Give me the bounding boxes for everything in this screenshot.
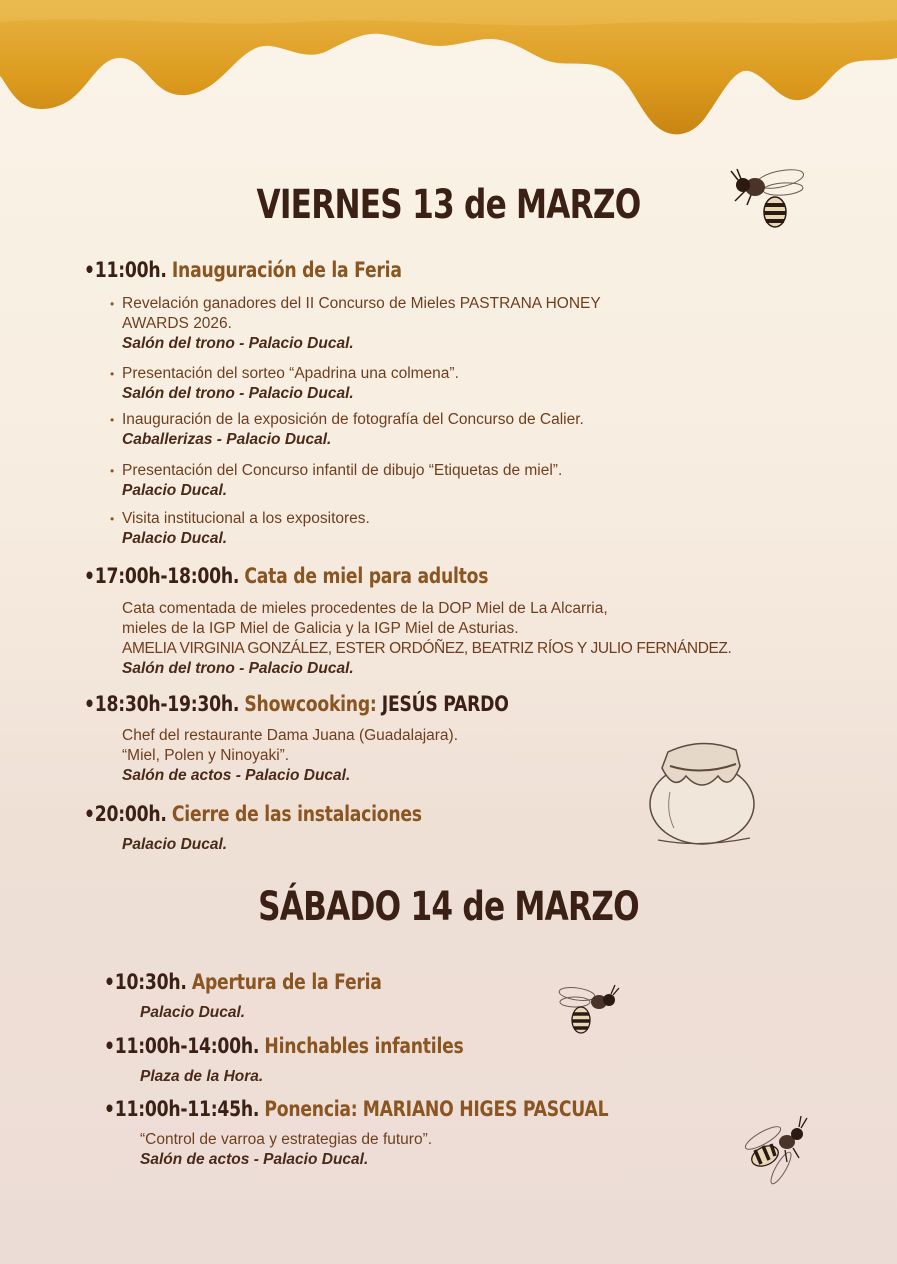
event-item — [122, 294, 601, 354]
event-guest-name: MARIANO HIGES PASCUAL — [362, 1097, 609, 1121]
event-description — [122, 726, 458, 786]
event-location: Palacio Ducal. — [122, 836, 228, 853]
honey-drip-decoration — [0, 0, 897, 145]
event-heading — [104, 1034, 464, 1058]
event-location: Salón de actos - Palacio Ducal. — [140, 1151, 369, 1168]
event-title: Showcooking: — [244, 692, 377, 716]
day-title-friday: VIERNES 13 de MARZO — [256, 182, 641, 228]
event-time: •20:00h. — [84, 802, 167, 826]
item-text: Chef del restaurante Dama Juana (Guadalajara). — [122, 727, 459, 744]
event-time: •11:00h-11:45h. — [104, 1097, 260, 1121]
event-title: Ponencia: — [264, 1097, 358, 1121]
item-text: AMELIA VIRGINIA GONZÁLEZ, ESTER ORDÓÑEZ, BEATRIZ RÍOS Y JULIO FERNÁNDEZ. — [122, 640, 732, 657]
event-description — [122, 835, 227, 855]
event-description — [140, 1130, 432, 1170]
event-item — [122, 461, 562, 501]
item-text: Revelación ganadores del II Concurso de Mieles PASTRANA HONEY — [122, 295, 601, 312]
event-description — [140, 1003, 245, 1023]
event-description — [140, 1067, 263, 1087]
event-title: Hinchables infantiles — [264, 1034, 464, 1058]
event-description — [122, 599, 731, 679]
event-heading — [84, 258, 402, 282]
bullet-icon: • — [110, 297, 115, 311]
event-location: Salón de actos - Palacio Ducal. — [122, 767, 351, 784]
event-heading — [104, 1097, 608, 1121]
event-heading — [84, 802, 422, 826]
item-text: Cata comentada de mieles procedentes de la DOP Miel de La Alcarria, — [122, 600, 608, 617]
event-location: Caballerizas - Palacio Ducal. — [122, 431, 332, 448]
event-location: Salón del trono - Palacio Ducal. — [122, 335, 354, 352]
day-title-saturday: SÁBADO 14 de MARZO — [258, 884, 639, 930]
event-location: Palacio Ducal. — [140, 1004, 246, 1021]
event-time: •17:00h-18:00h. — [84, 564, 240, 588]
event-location: Salón del trono - Palacio Ducal. — [122, 385, 354, 402]
bee-icon — [735, 1108, 817, 1190]
event-heading — [84, 564, 488, 588]
event-time: •18:30h-19:30h. — [84, 692, 240, 716]
item-text: Presentación del sorteo “Apadrina una colmena”. — [122, 365, 459, 382]
honey-jar-illustration — [640, 732, 765, 850]
event-location: Plaza de la Hora. — [140, 1068, 264, 1085]
event-heading — [84, 692, 509, 716]
event-location: Salón del trono - Palacio Ducal. — [122, 660, 354, 677]
bullet-icon: • — [110, 464, 115, 478]
event-time: •10:30h. — [104, 970, 187, 994]
bee-icon — [555, 982, 621, 1036]
event-item — [122, 410, 584, 450]
bullet-icon: • — [110, 413, 115, 427]
event-item — [122, 509, 370, 549]
event-title: Apertura de la Feria — [191, 970, 382, 994]
item-text: Inauguración de la exposición de fotografía del Concurso de Calier. — [122, 411, 584, 428]
bullet-icon: • — [110, 367, 115, 381]
event-location: Palacio Ducal. — [122, 530, 228, 547]
item-text: Presentación del Concurso infantil de dibujo “Etiquetas de miel”. — [122, 462, 563, 479]
event-title: Inauguración de la Feria — [171, 258, 402, 282]
item-text: Visita institucional a los expositores. — [122, 510, 370, 527]
bullet-icon: • — [110, 512, 115, 526]
event-location: Palacio Ducal. — [122, 482, 228, 499]
item-text: “Miel, Polen y Ninoyaki”. — [122, 747, 290, 764]
event-time: •11:00h. — [84, 258, 167, 282]
event-item — [122, 364, 459, 404]
item-text: mieles de la IGP Miel de Galicia y la IGP Miel de Asturias. — [122, 620, 519, 637]
event-guest-name: JESÚS PARDO — [381, 692, 509, 716]
item-text: AWARDS 2026. — [122, 315, 232, 332]
item-text: “Control de varroa y estrategias de futuro”. — [140, 1131, 433, 1148]
event-time: •11:00h-14:00h. — [104, 1034, 260, 1058]
event-title: Cata de miel para adultos — [244, 564, 489, 588]
event-heading — [104, 970, 382, 994]
event-title: Cierre de las instalaciones — [171, 802, 422, 826]
